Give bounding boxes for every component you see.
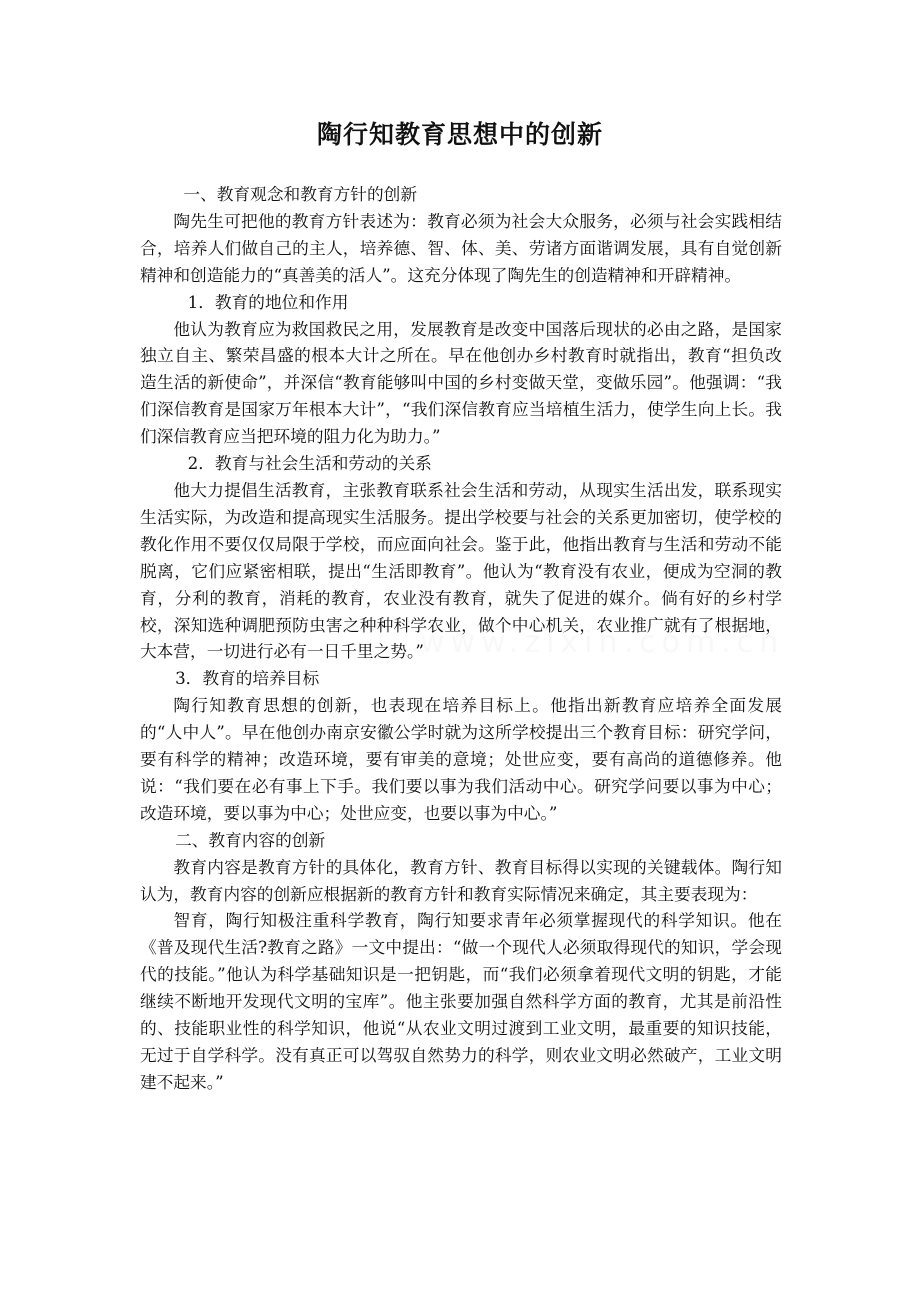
paragraph: 智育，陶行知极注重科学教育，陶行知要求青年必须掌握现代的科学知识。他在《普及现代生活?教育之路》一文中提出：“做一个现代人必须取得现代的知识，学会现代的技能。”他认为科学基础知识是一把钥匙，而“我们必须拿着现代文明的钥匙，才能继续不断地开发现代文明的宝库”。他主张要加强自然科学方面的教育，尤其是前沿性的、技能职业性的科学知识，他说“从农业文明过渡到工业文明，最重要的知识技能，无过于自学科学。没有真正可以驾驭自然势力的科学，则农业文明必然破产，工业文明建不起来。” <box>140 910 782 1092</box>
section-heading-1: 一、教育观念和教育方针的创新 <box>183 184 418 204</box>
section-heading-2: 二、教育内容的创新 <box>175 829 326 850</box>
paragraph: 陶先生可把他的教育方针表述为：教育必须为社会大众服务，必须与社会实践相结合，培养人们做自己的主人，培养德、智、体、美、劳诸方面谐调发展，具有自觉创新精神和创造能力的“真善美的活人”。这充分体现了陶先生的创造精神和开辟精神。 <box>140 210 782 285</box>
watermark-text: www.zixin.com.cn <box>420 625 785 660</box>
paragraph: 陶行知教育思想的创新，也表现在培养目标上。他指出新教育应培养全面发展的“人中人”。早在他创办南京安徽公学时就为这所学校提出三个教育目标：研究学问，要有科学的精神；改造环境，要有审美的意境；处世应变，要有高尚的道德修养。他说：“我们要在必有事上下手。我们要以事为我们活动中心。研究学问要以事为中心；改造环境，要以事为中心；处世应变，也要以事为中心。” <box>140 695 782 823</box>
subsection-heading-2: 2．教育与社会生活和劳动的关系 <box>187 453 432 474</box>
document-title: 陶行知教育思想中的创新 <box>316 120 603 149</box>
subsection-heading-3: 3．教育的培养目标 <box>175 668 320 689</box>
subsection-heading-1: 1．教育的地位和作用 <box>187 291 349 312</box>
paragraph: 教育内容是教育方针的具体化，教育方针、教育目标得以实现的关键载体。陶行知认为，教育内容的创新应根据新的教育方针和教育实际情况来确定，其主要表现为： <box>140 856 782 904</box>
document-body <box>140 181 785 1096</box>
paragraph: 他认为教育应为救国救民之用，发展教育是改变中国落后现状的必由之路，是国家独立自主、繁荣昌盛的根本大计之所在。早在他创办乡村教育时就指出，教育“担负改造生活的新使命”，并深信“教育能够叫中国的乡村变做天堂，变做乐园”。他强调：“我们深信教育是国家万年根本大计”，“我们深信教育应当培植生活力，使学生向上长。我们深信教育应当把环境的阻力化为助力。” <box>140 318 782 447</box>
paragraph: 他大力提倡生活教育，主张教育联系社会生活和劳动，从现实生活出发，联系现实生活实际，为改造和提高现实生活服务。提出学校要与社会的关系更加密切，使学校的教化作用不要仅仅局限于学校，而应面向社会。鉴于此，他指出教育与生活和劳动不能脱离，它们应紧密相联，提出“生活即教育”。他认为“教育没有农业，便成为空洞的教育，分利的教育，消耗的教育，农业没有教育，就失了促进的媒介。倘有好的乡村学校，深知选种调肥预防虫害之种种科学农业，做个中心机关，农业推广就有了根据地，大本营，一切进行必有一日千里之势。” <box>140 479 782 662</box>
